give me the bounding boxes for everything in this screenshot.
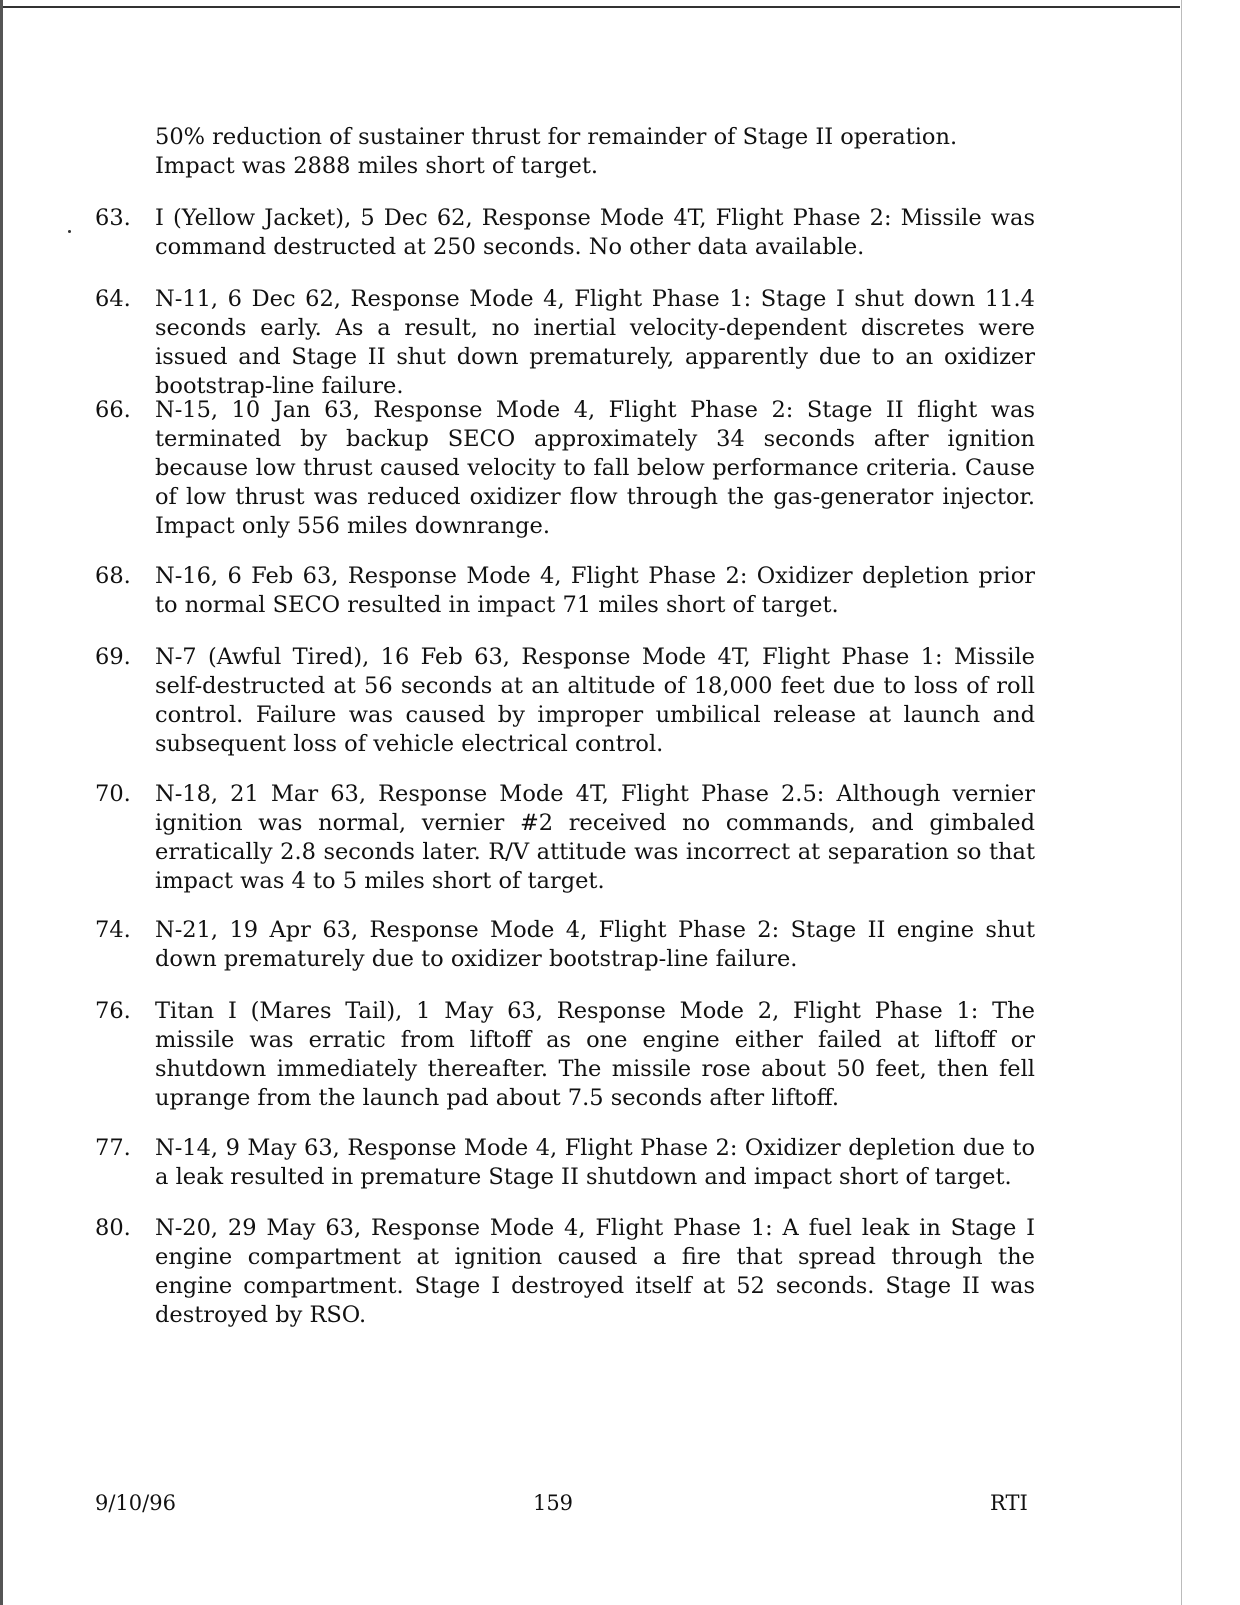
list-item [95,285,1035,401]
item-text: N-7 (Awful Tired), 16 Feb 63, Response Mode 4T, Flight Phase 1: Missile self-destructed at 56 seconds at an altitude of 18,000 feet due to loss of roll control. Failure was caused by improper umbilical release at launch and subsequent loss of vehicle electrical control. [155,644,1035,757]
item-text: N-21, 19 Apr 63, Response Mode 4, Flight Phase 2: Stage II engine shut down prematurely due to oxidizer bootstrap-line failure. [155,917,1035,972]
continued-paragraph: 50% reduction of sustainer thrust for remainder of Stage II operation. Impact was 2888 miles short of target. [155,124,958,179]
footer-date: 9/10/96 [95,1491,176,1515]
list-item [95,562,1035,620]
list-item [95,916,1035,974]
item-text: I (Yellow Jacket), 5 Dec 62, Response Mode 4T, Flight Phase 2: Missile was command destructed at 250 seconds. No other data available. [155,205,1035,260]
item-number: 69. [95,644,131,670]
list-item [95,396,1035,541]
list-item [95,204,1035,262]
item-text: Titan I (Mares Tail), 1 May 63, Response Mode 2, Flight Phase 1: The missile was erratic from liftoff as one engine either failed at liftoff or shutdown immediately thereafter. The missile rose about 50 feet, then fell uprange from the launch pad about 7.5 seconds after liftoff. [155,998,1035,1111]
list-item [95,643,1035,759]
item-number: 64. [95,286,131,312]
item-number: 74. [95,917,131,943]
item-number: 66. [95,397,131,423]
list-item [95,780,1035,896]
item-number: 68. [95,563,131,589]
item-text: N-15, 10 Jan 63, Response Mode 4, Flight Phase 2: Stage II flight was terminated by backup SECO approximately 34 seconds after ignition because low thrust caused velocity to fall below performance criteria. Cause of low thrust was reduced oxidizer flow through the gas-generator injector. Impact only 556 miles downrange. [155,397,1035,539]
list-item [95,997,1035,1113]
item-number: 63. [95,205,131,231]
item-text: N-16, 6 Feb 63, Response Mode 4, Flight Phase 2: Oxidizer depletion prior to normal SECO resulted in impact 71 miles short of target. [155,563,1035,618]
item-number: 80. [95,1215,131,1241]
item-number: 77. [95,1135,131,1161]
item-number: 76. [95,998,131,1024]
item-text: N-18, 21 Mar 63, Response Mode 4T, Flight Phase 2.5: Although vernier ignition was normal, vernier #2 received no commands, and gimbaled erratically 2.8 seconds later. R/V attitude was incorrect at separation so that impact was 4 to 5 miles short of target. [155,781,1035,894]
item-text: N-14, 9 May 63, Response Mode 4, Flight Phase 2: Oxidizer depletion due to a leak resulted in premature Stage II shutdown and impact short of target. [155,1135,1035,1190]
item-text: N-20, 29 May 63, Response Mode 4, Flight Phase 1: A fuel leak in Stage I engine compartment at ignition caused a fire that spread through the engine compartment. Stage I destroyed itself at 52 seconds. Stage II was destroyed by RSO. [155,1215,1035,1328]
item-text: N-11, 6 Dec 62, Response Mode 4, Flight Phase 1: Stage I shut down 11.4 seconds early. As a result, no inertial velocity-dependent discretes were issued and Stage II shut down prematurely, apparently due to an oxidizer bootstrap-line failure. [155,286,1035,399]
footer-organization: RTI [990,1491,1028,1515]
item-number: 70. [95,781,131,807]
list-item [95,1134,1035,1192]
page-number: 159 [532,1491,574,1515]
list-item [95,1214,1035,1330]
